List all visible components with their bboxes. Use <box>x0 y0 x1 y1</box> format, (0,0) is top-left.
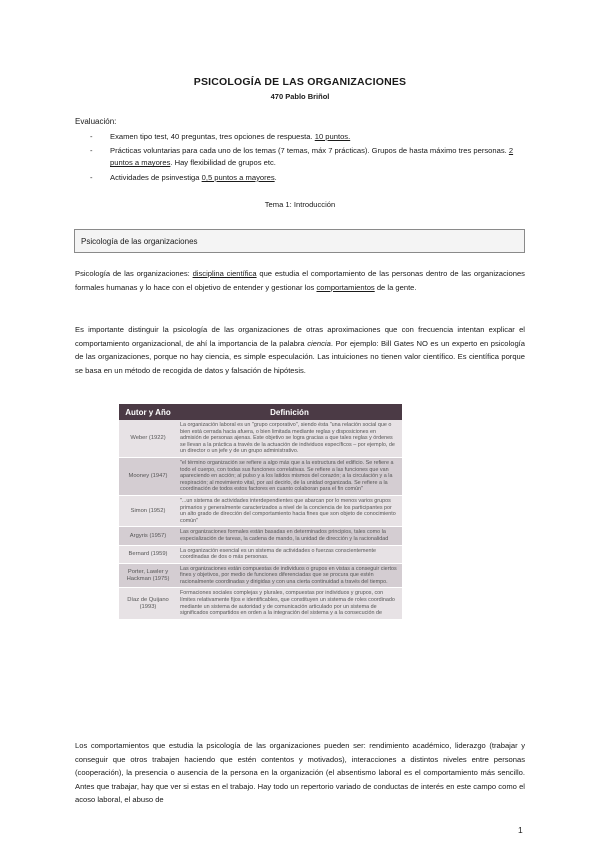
points-underlined: 10 puntos. <box>314 132 351 141</box>
table-header-definition: Definición <box>177 404 402 420</box>
points-underlined: 0,5 puntos a mayores <box>201 172 275 182</box>
section-header-box <box>74 229 525 253</box>
list-dash: - <box>90 172 93 182</box>
table-row: Simon (1952) "...un sistema de actividades interdependientes que abarcan por lo menos varios grupos primarios y generalmente caracterizados a nivel de la conciencia de los participantes por un alto grado de dirección del comportamiento hacia fines que son objeto de conocimiento común" <box>119 495 402 526</box>
tema-heading: Tema 1: Introducción <box>264 200 336 209</box>
evaluation-list <box>90 131 530 186</box>
definitions-table-image <box>119 404 402 714</box>
list-dash: - <box>90 146 93 156</box>
paragraph-behaviors: Los comportamientos que estudia la psicología de las organizaciones pueden ser: rendimiento académico, liderazgo (trabajar y conseguir que otros trabajen haciendo que estén contentos y motivados), interacciones a distintos niveles entre personas (cooperación), la presencia o ausencia de la persona en la organización (el absentismo laboral es el comportamiento más sencillo. Antes que trabajar, hay que ver si estas en el trabajo. Hay todo un repertorio variado de conductas de interés en este campo como el acoso laboral, el abuso de <box>75 741 525 805</box>
evaluation-item: - Actividades de psinvestiga 0,5 puntos a mayores. <box>90 172 530 184</box>
section-title: Psicología de las organizaciones <box>81 237 198 246</box>
table-row: Porter, Lawler y Hackman (1975) Las organizaciones están compuestas de individuos o grupos en vistas a conseguir ciertos fines y objetivos, por medio de funciones diferenciadas que se procura que estén racionalmente coordinadas y dirigidas y con una cierta continuidad a través del tiempo. <box>119 563 402 588</box>
paragraph-science: Es importante distinguir la psicología de las organizaciones de otras aproximaciones que con frecuencia intentan explicar el comportamiento organizacional, de ahí la importancia de la palabra ciencia. Por ejemplo: Bill Gates NO es un experto en psicología de las organizaciones, porque no hay ciencia, es simple especulación. Las intuiciones no tienen valor científico. Es científica porque se basa en un método de recogida de datos y falsación de hipótesis. <box>75 325 525 375</box>
page-number: 1 <box>518 825 523 835</box>
definitions-table <box>119 404 402 620</box>
table-row: Mooney (1947) "el término organización se refiere a algo más que a la estructura del edificio. Se refiere a todo el cuerpo, con todas sus funciones correlativas. Se refiere a las funciones que van apareciendo en acción; al pulso y a los latidos mismos del corazón; a la circulación y a la respiración; al movimiento vital, por así decirlo, de la unidad organizada. Se refiere a la coordinación de todos estos factores en cuanto colaboran para el fin común" <box>119 457 402 495</box>
evaluation-item: - Examen tipo test, 40 preguntas, tres opciones de respuesta. 10 puntos. <box>90 131 530 143</box>
list-dash: - <box>90 132 93 141</box>
table-row: Weber (1922) La organización laboral es un "grupo corporativo", siendo ésta "una relación social que o bien está cerrada hacia afuera, o bien limitada mediante reglas y disposiciones en admisión de personas ajenas. Este objetivo se logra gracias a que tales reglas y órdenes se llevan a la práctica a través de la actuación de individuos específicos – por ejemplo, de un director o un jefe y de un grupo administrativo. <box>119 420 402 457</box>
table-header-author: Autor y Año <box>119 404 177 420</box>
evaluation-item: - Prácticas voluntarias para cada uno de los temas (7 temas, máx 7 prácticas). Grupos de hasta máximo tres personas. 2 puntos a mayores. Hay flexibilidad de grupos etc. <box>90 146 514 168</box>
table-row: Bernard (1959) La organización esencial es un sistema de actividades o fuerzas conscientemente coordinadas de dos o más personas. <box>119 545 402 563</box>
document-subtitle: 470 Pablo Briñol <box>270 92 330 101</box>
paragraph-definition: Psicología de las organizaciones: disciplina científica que estudia el comportamiento de las personas dentro de las organizaciones formales humanas y lo hace con el objetivo de entender y gestionar los comportamientos de la gente. <box>75 269 525 292</box>
points-underlined: 2 puntos a mayores <box>110 146 514 168</box>
document-title: PSICOLOGÍA DE LAS ORGANIZACIONES <box>193 76 407 88</box>
table-row: Argyris (1957) Las organizaciones formales están basadas en determinados principios, tales como la especialización de tareas, la cadena de mando, la unidad de dirección y la racionalidad <box>119 527 402 545</box>
evaluation-label: Evaluación: <box>75 117 117 126</box>
table-row: Díaz de Quijano (1993) Formaciones sociales complejas y plurales, compuestas por individuos y grupos, con límites relativamente fijos e identificables, que constituyen un sistema de roles coordinado mediante un sistema de autoridad y de comunicación articulado por un sistema de significados compartidos en orden a la integración del sistema y a la consecución de <box>119 588 402 619</box>
